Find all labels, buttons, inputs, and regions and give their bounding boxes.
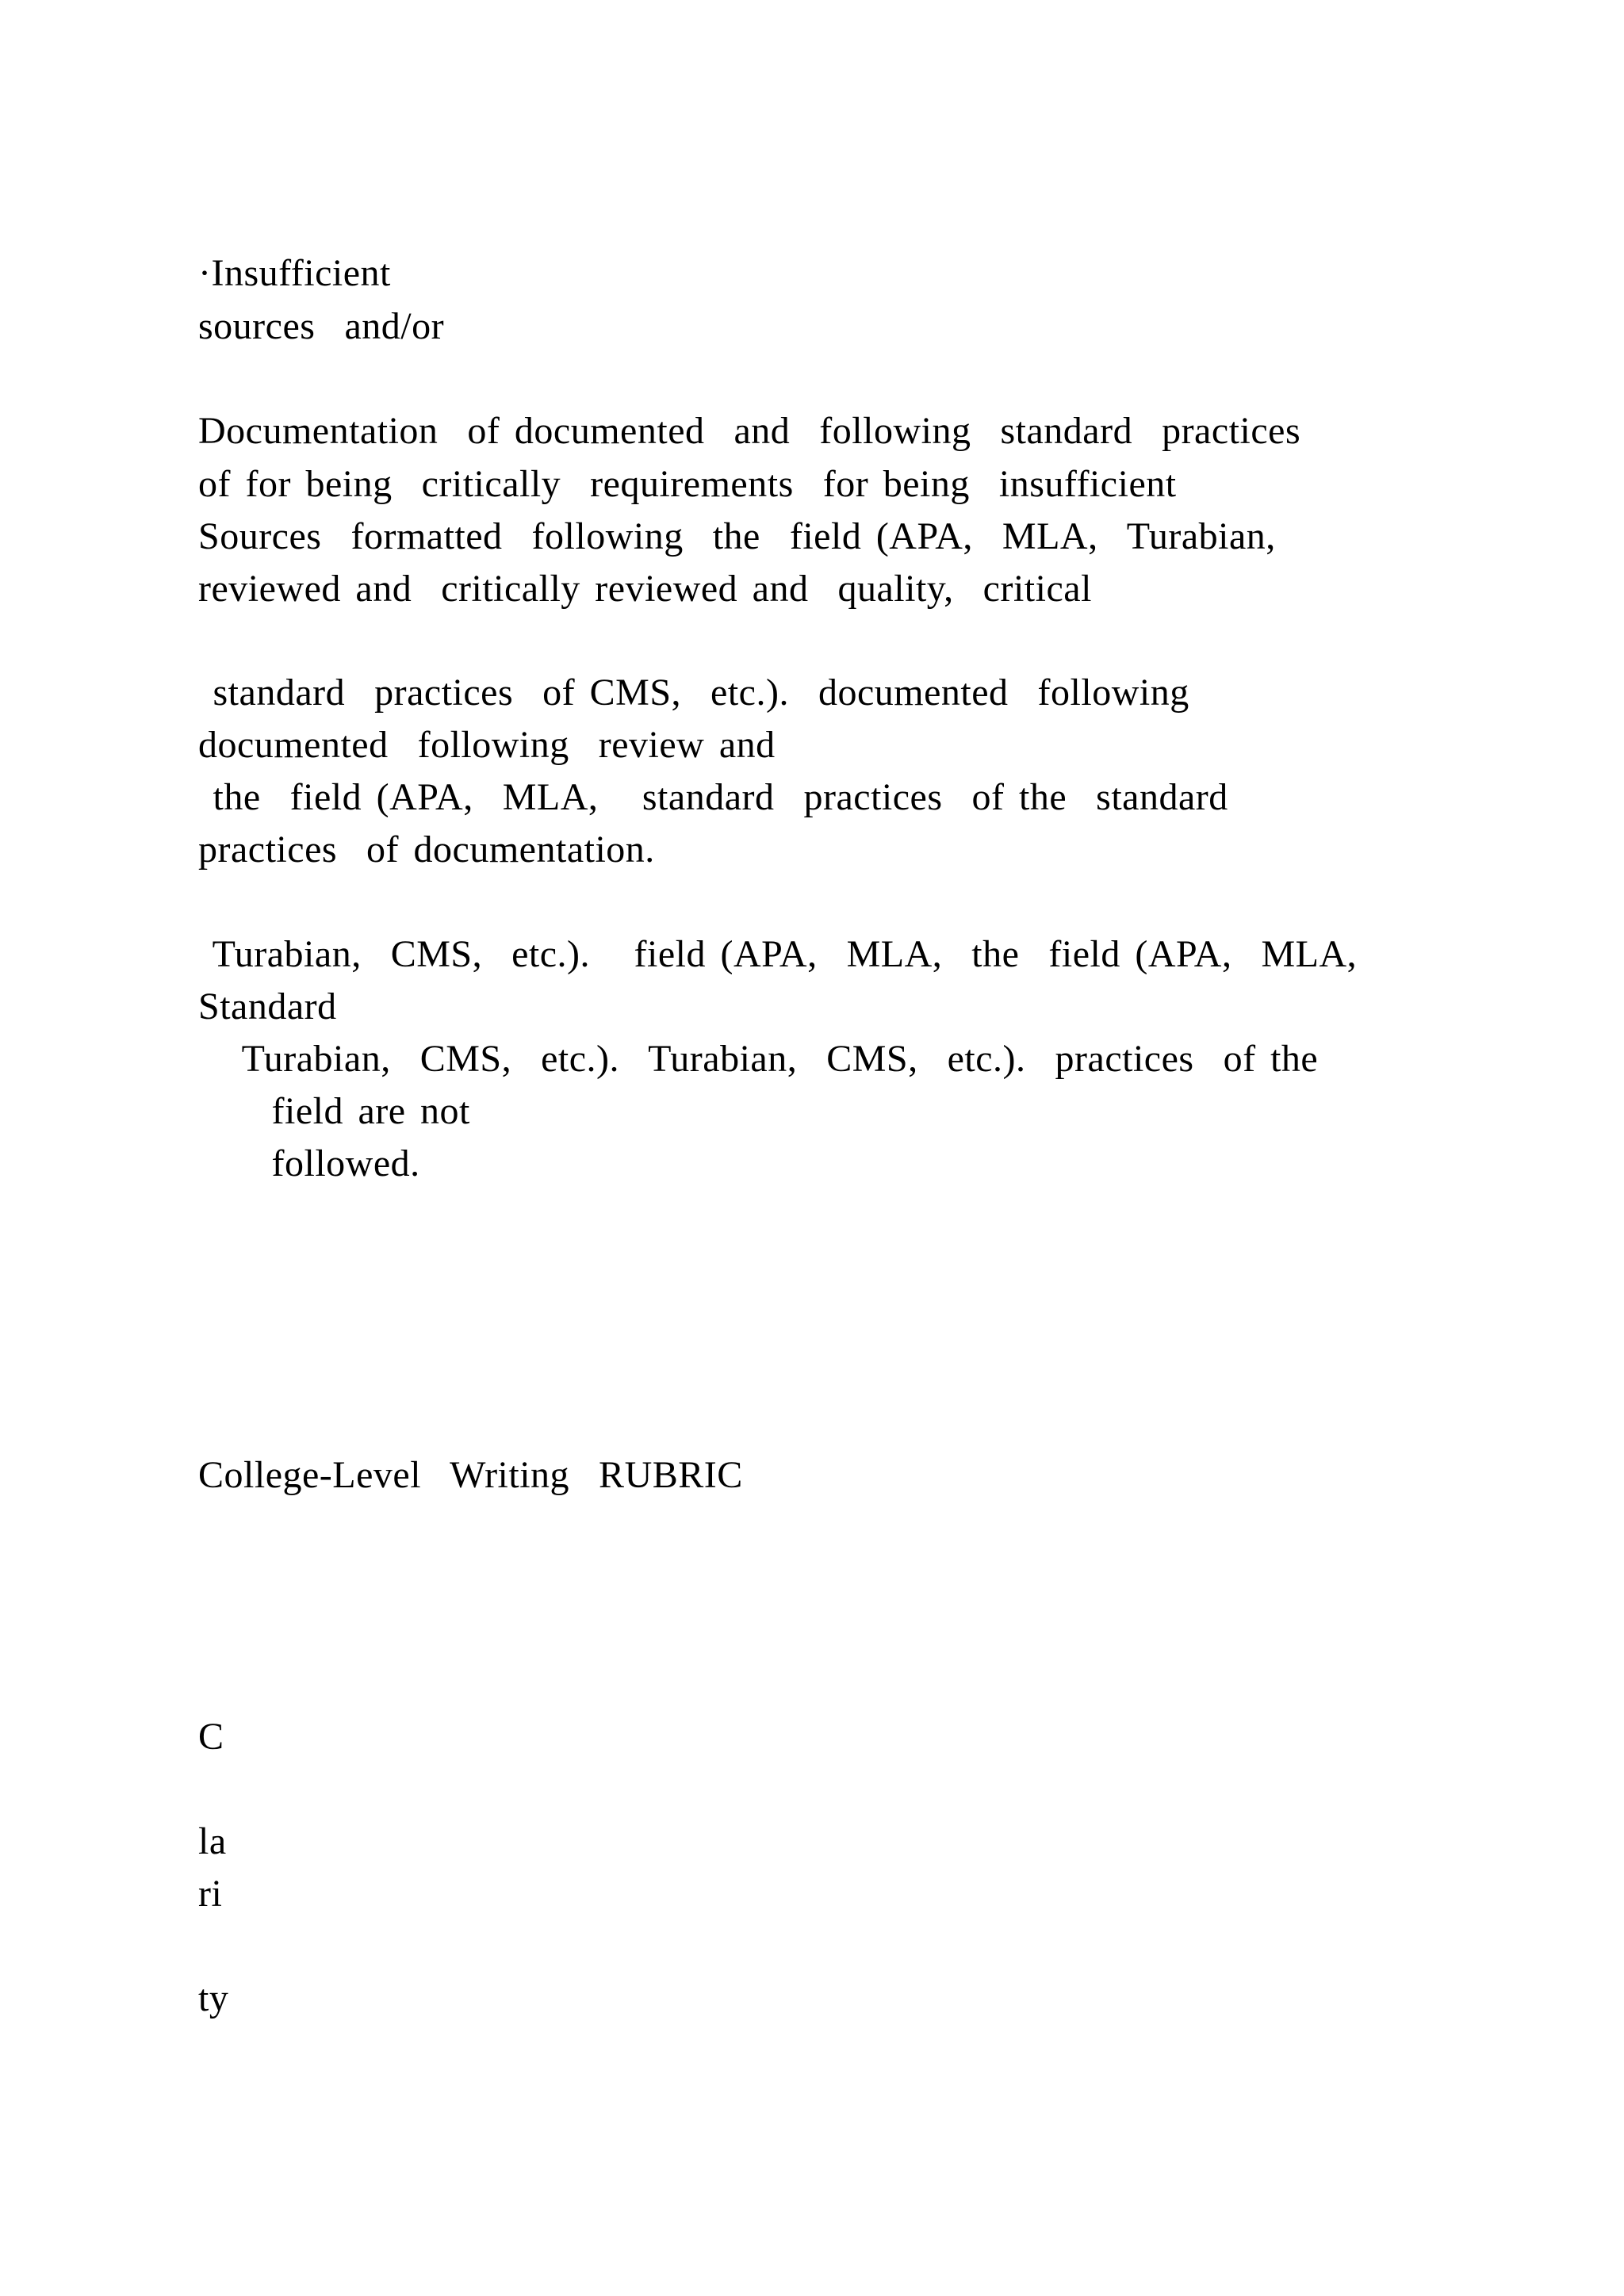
text-line-reviewed: reviewed and critically reviewed and quality, critical [198, 568, 1092, 610]
text-line-turabian: Turabian, CMS, etc.). field (APA, MLA, the field (APA, MLA, [198, 933, 1358, 975]
text-line-sources: sources and/or [198, 305, 445, 347]
text-line-documentation: Documentation of documented and following standard practices [198, 410, 1301, 452]
text-line-standard-practices: standard practices of CMS, etc.). documented following [198, 672, 1189, 714]
text-line-sources-formatted: Sources formatted following the field (APA, MLA, Turabian, [198, 515, 1276, 557]
text-line-practices-documentation: practices of documentation. [198, 828, 655, 871]
text-line-turabian-2: Turabian, CMS, etc.). Turabian, CMS, etc.). practices of the [198, 1038, 1319, 1080]
text-line-ri: ri [198, 1873, 223, 1915]
text-line-followed: followed. [198, 1142, 420, 1184]
text-line-critically: of for being critically requirements for being insufficient [198, 463, 1177, 505]
rubric-title: College-Level Writing RUBRIC [198, 1454, 743, 1496]
text-line-field-not: field are not [198, 1090, 470, 1132]
text-line-standard: Standard [198, 985, 337, 1027]
text-line-c: C [198, 1716, 224, 1758]
text-line-ty: ty [198, 1977, 229, 2019]
text-line-insufficient: ·Insufficient [198, 252, 391, 294]
text-line-la: la [198, 1820, 227, 1862]
text-line-documented-following: documented following review and [198, 724, 776, 766]
text-line-the-field: the field (APA, MLA, standard practices of the standard [198, 776, 1228, 818]
